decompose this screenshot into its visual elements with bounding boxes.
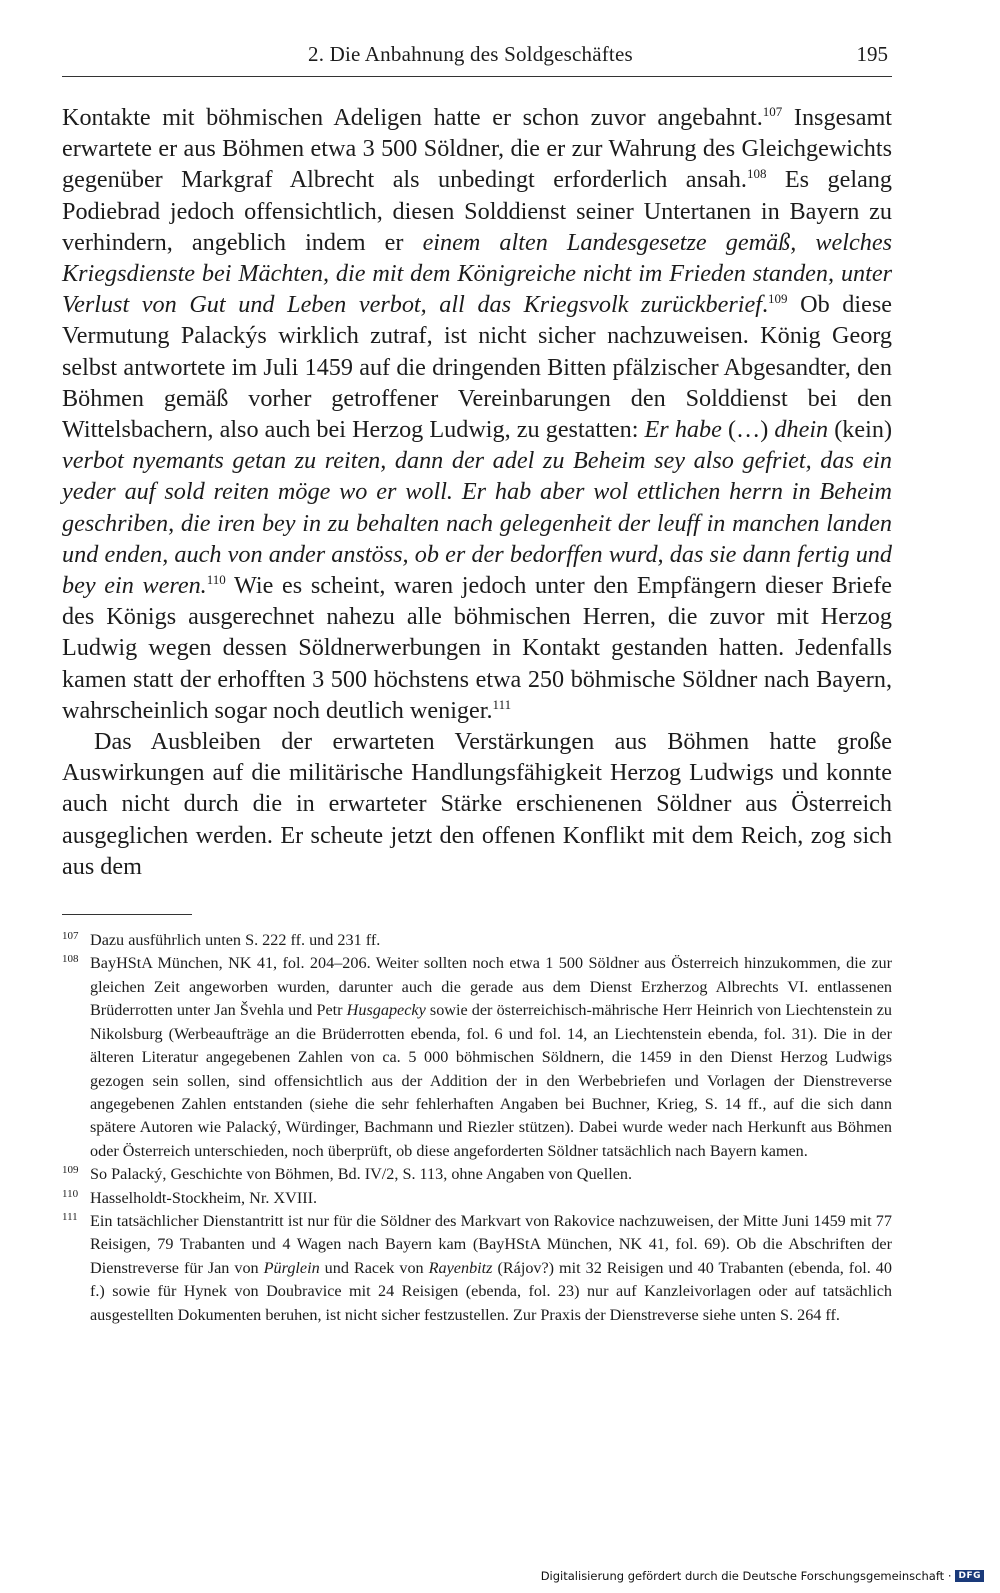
text-run: Insgesamt erwartete er aus Böhmen etwa 3 500 Söldner, die er zur Wahrung des Gleichgewichts gegenüber Markgraf Albrecht als unbedingt erforderlich ansah. (62, 104, 892, 194)
footnote (62, 952, 892, 1163)
footnote (62, 1163, 892, 1186)
text-run: Ob diese Vermutung Palackýs wirklich zutraf, ist nicht sicher nachzuweisen. König Georg selbst antwortete im Juli 1459 auf die dringenden Bitten pfälzischer Abgesandter, den Böhmen gemäß vorher getroffener Vereinbarungen den Solddienst bei den Wittelsbachern, also auch bei Herzog Ludwig, zu gestatten: (62, 291, 892, 444)
footnote-number: 111 (62, 1210, 78, 1223)
main-text (62, 102, 892, 882)
footnote-rule (62, 914, 192, 915)
quotation: einem alten Landesgesetze gemäß, welches Kriegsdienste bei Mächten, die mit dem Königreiche nicht im Frieden standen, unter Verlust von Gut und Leben verbot, all das Kriegsvolk zurückberief (62, 228, 892, 319)
footnote-text: Dazu ausführlich unten S. 222 ff. und 231 ff. (90, 931, 381, 950)
text-run: Es gelang Podiebrad jedoch offensichtlich, diesen Solddienst seiner Untertanen in Bayern zu verhindern, angeblich indem er (62, 166, 892, 256)
text-run: (kein) (828, 416, 893, 444)
footnote-ref: 109 (768, 291, 788, 307)
digitization-credit (541, 1569, 984, 1583)
text-run: Kontakte mit böhmischen Adeligen hatte er schon zuvor angebahnt. (62, 104, 763, 131)
footnote-text: sowie der österreichisch-mährische Herr Heinrich von Liechtenstein zu Nikolsburg (Werbeaufträge an die Brüderrotten ebenda, fol. 6 und fol. 14, an Liechtenstein ebenda, fol. 31). Die in der älteren Literatur angegebenen Zahlen von ca. 5 000 böhmischen Söldnern, die 1459 in den Dienst Herzog Ludwigs gezogen sein sollen, sind offensichtlich aus der Addition der in den Werbebriefen und Vorlagen der Dienstreverse angegebenen Zahlen entstanden (siehe die sehr fehlerhaften Angaben bei Buchner, Krieg, S. 14 ff., auf die sich dann spätere Autoren wie Palacký, Würdinger, Bachmann und Riezler stützen). Dabei wurde weder nach Herkunft aus Böhmen oder Österreich unterschieden, noch überprüft, ob diese angeforderten Söldner tatsächlich nach Bayern kamen. (90, 1001, 892, 1160)
footnote-text: (Rájov?) mit 32 Reisigen und 40 Trabanten (ebenda, fol. 40 f.) sowie für Hynek von Doubravice mit 24 Reisigen (ebenda, fol. 23) nur auf Kanzleivorlagen oder auf tatsächlich ausgestellten Dokumenten beruhen, ist nicht sicher festzustellen. Zur Praxis der Dienstreverse siehe unten S. 264 ff. (90, 1258, 892, 1324)
footnote-ref: 107 (762, 103, 783, 119)
quotation: dhein (774, 416, 829, 444)
text-run: Wie es scheint, waren jedoch unter den Empfängern dieser Briefe des Königs ausgerechnet nahezu alle böhmischen Herren, die zuvor mit Herzog Ludwig wegen dessen Söldnerwerbungen in Kontakt gestanden hatten. Jedenfalls kamen statt der erhofften 3 500 höchstens etwa 250 böhmische Söldner nach Bayern, wahrscheinlich sogar noch deutlich weniger. (62, 572, 893, 724)
footnote-text: und Racek von (319, 1258, 429, 1277)
dfg-logo: DFG (955, 1570, 984, 1582)
quotation: verbot nyemants getan zu reiten, dann der adel zu Beheim sey also gefriet, das ein yeder auf sold reiten möge wo er woll. Er hab aber wol ettlichen herrn in Beheim geschriben, die iren bey in zu behalten nach gelegenheit der leuff in manchen landen und enden, auch von ander anstöss, ob er der bedorffen wurd, das sie dann fertig und bey ein weren. (62, 447, 892, 600)
footnote-number: 107 (62, 930, 79, 943)
footnote-ref: 110 (206, 571, 226, 587)
header-rule (62, 76, 892, 77)
text-run: (…) (721, 416, 775, 444)
footnote (62, 1187, 892, 1210)
footnote-ref: 108 (746, 166, 767, 182)
footnote-italic: Rayenbitz (428, 1258, 493, 1277)
footnote-italic: Husgapecky (346, 1001, 426, 1020)
text-run: . (761, 291, 769, 319)
footnote-ref: 111 (492, 696, 512, 712)
footnote-text: Hasselholdt-Stockheim, Nr. XVIII. (90, 1188, 318, 1207)
page-number: 195 (856, 42, 888, 66)
footnote-number: 110 (62, 1187, 79, 1200)
footnote-number: 108 (62, 953, 79, 966)
footnote-italic: Pürglein (263, 1258, 320, 1277)
footnote (62, 1210, 892, 1327)
footnote-text: So Palacký, Geschichte von Böhmen, Bd. IV/2, S. 113, ohne Angaben von Quellen. (90, 1165, 633, 1184)
chapter-title: 2. Die Anbahnung des Soldgeschäftes (308, 42, 633, 66)
running-header (62, 38, 892, 78)
paragraph (62, 102, 892, 726)
footnotes (62, 929, 892, 1327)
footnote-text: BayHStA München, NK 41, fol. 204–206. Weiter sollten noch etwa 1 500 Söldner aus Österreich hinzukommen, die zur gleichen Zeit angeworben wurden, darunter auch die gerade aus dem Dienst Erzherzog Albrechts VI. entlassenen Brüderrotten unter Jan Švehla und Petr (90, 954, 892, 1020)
footnote-text: Ein tatsächlicher Dienstantritt ist nur für die Söldner des Markvart von Rakovice nachzuweisen, der Mitte Juni 1459 mit 77 Reisigen, 79 Trabanten und 4 Wagen nach Bayern kam (BayHStA München, NK 41, fol. 69). Ob die Abschriften der Dienstreverse für Jan von (90, 1211, 892, 1277)
quotation: Er habe (644, 416, 722, 444)
credit-text: Digitalisierung gefördert durch die Deutsche Forschungsgemeinschaft · (540, 1569, 952, 1583)
footnote-number: 109 (62, 1164, 79, 1177)
paragraph: Das Ausbleiben der erwarteten Verstärkungen aus Böhmen hatte große Auswirkungen auf die militärische Handlungsfähigkeit Herzog Ludwigs und konnte auch nicht durch die in erwarteter Stärke erschienenen Söldner aus Österreich ausgeglichen werden. Er scheute jetzt den offenen Konflikt mit dem Reich, zog sich aus dem (62, 728, 892, 880)
footnote (62, 929, 892, 952)
book-page (62, 38, 892, 1327)
